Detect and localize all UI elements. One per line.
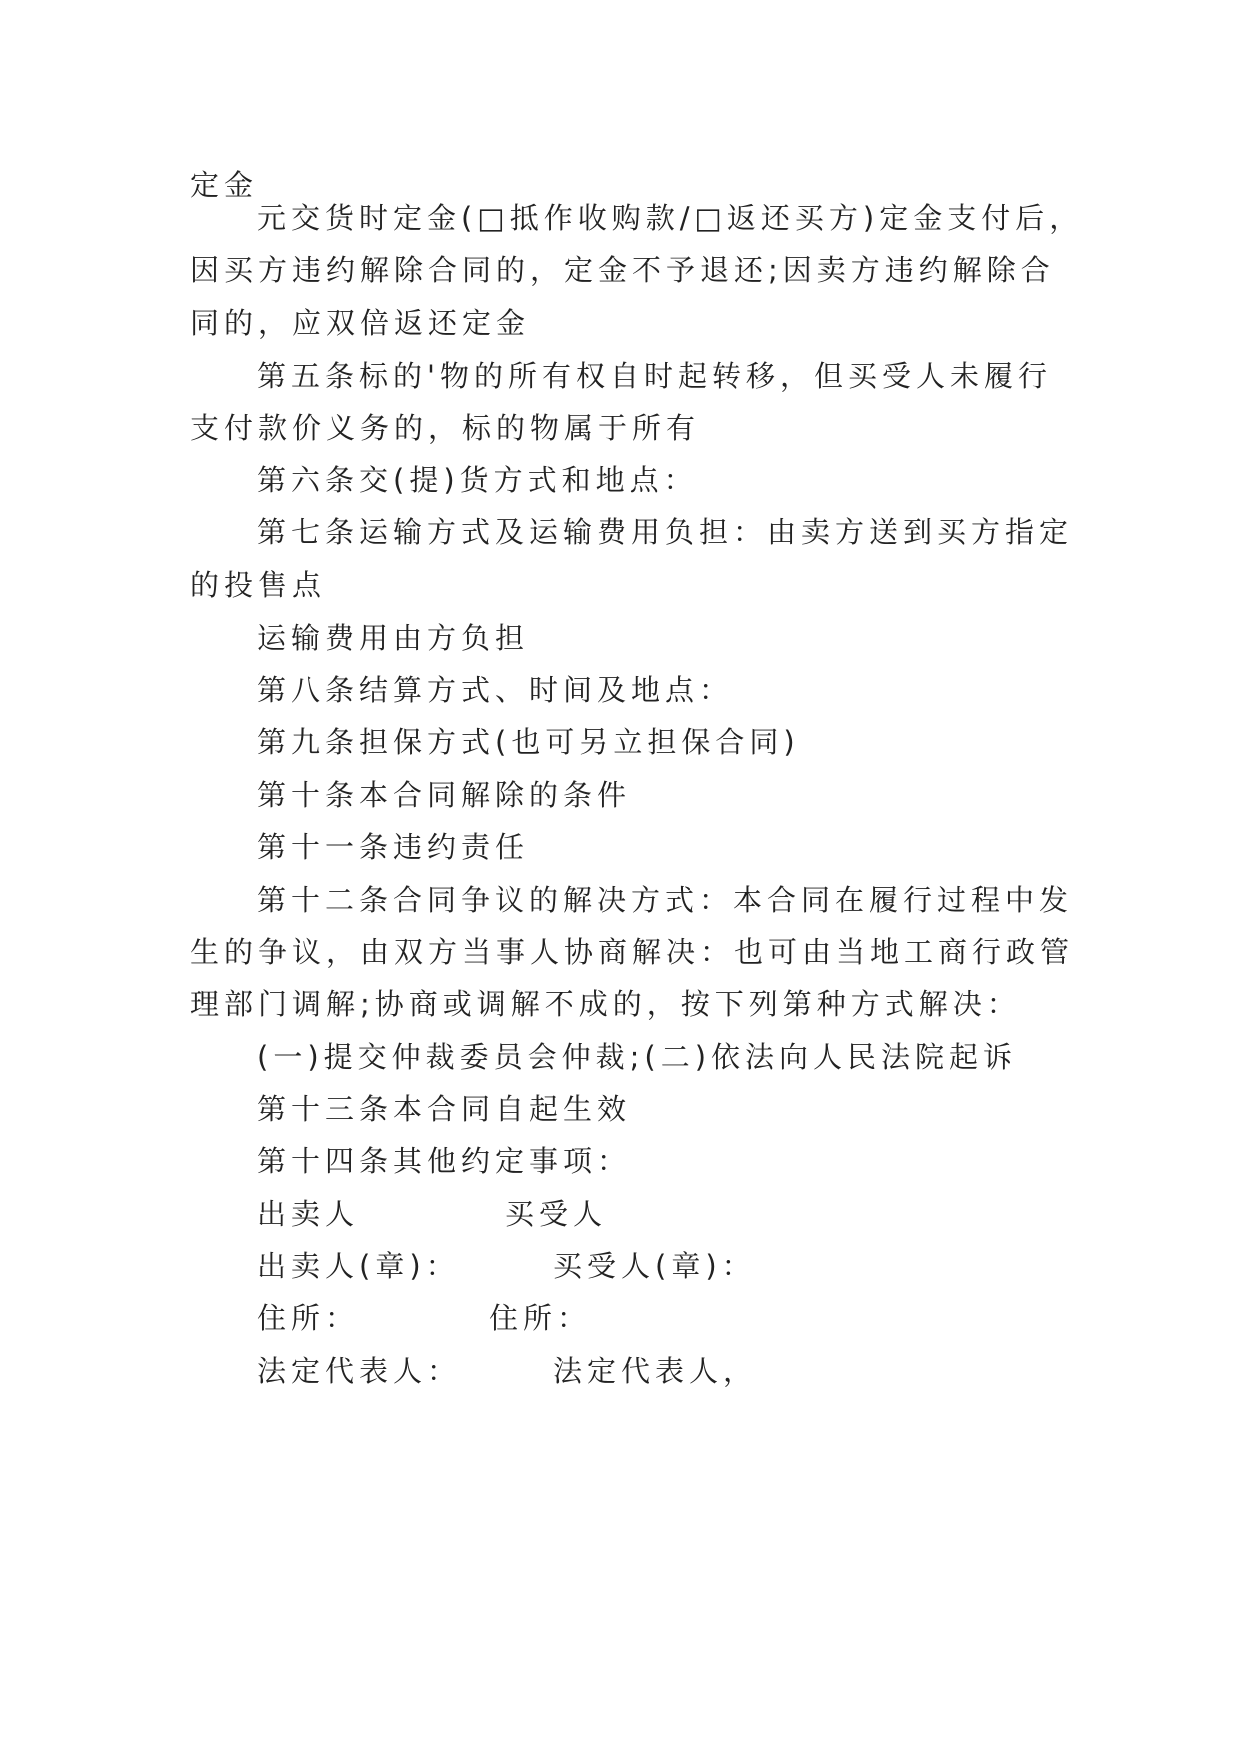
text-line: 第十条本合同解除的条件 [257,778,632,812]
text-line: 第十四条其他约定事项： [257,1144,632,1178]
text-line: 第八条结算方式、时间及地点： [257,673,734,707]
text-line: 定金 [190,168,259,202]
text-line: 元交货时定金(□抵作收购款/□返还买方)定金支付后， [257,201,1084,235]
text-line: 因买方违约解除合同的，定金不予退还;因卖方违约解除合 [190,253,1055,287]
text-line: 第五条标的'物的所有权自时起转移，但买受人未履行 [257,359,1052,393]
buyer-seal-label: 买受人(章)： [553,1249,756,1283]
text-line: (一)提交仲裁委员会仲裁;(二)依法向人民法院起诉 [257,1040,1018,1074]
seller-rep-label: 法定代表人： [257,1354,462,1388]
text-line: 第十二条合同争议的解决方式：本合同在履行过程中发 [257,883,1074,917]
text-line: 第九条担保方式(也可另立担保合同) [257,725,800,759]
buyer-label: 买受人 [505,1197,608,1231]
text-line: 第十三条本合同自起生效 [257,1092,632,1126]
text-line: 第六条交(提)货方式和地点： [257,463,698,497]
seller-seal-label: 出卖人(章)： [257,1249,460,1283]
text-line: 第十一条违约责任 [257,830,530,864]
text-line: 运输费用由方负担 [257,621,530,655]
text-line: 的投售点 [190,568,327,602]
text-line: 同的，应双倍返还定金 [190,306,531,340]
text-line: 理部门调解;协商或调解不成的，按下列第种方式解决： [190,987,1021,1021]
buyer-rep-label: 法定代表人， [553,1354,758,1388]
seller-label: 出卖人 [257,1197,360,1231]
text-line: 生的争议，由双方当事人协商解决：也可由当地工商行政管 [190,935,1075,969]
text-line: 支付款价义务的，标的物属于所有 [190,411,701,445]
seller-address-label: 住所： [257,1301,360,1335]
text-line: 第七条运输方式及运输费用负担：由卖方送到买方指定 [257,515,1074,549]
buyer-address-label: 住所： [489,1301,592,1335]
